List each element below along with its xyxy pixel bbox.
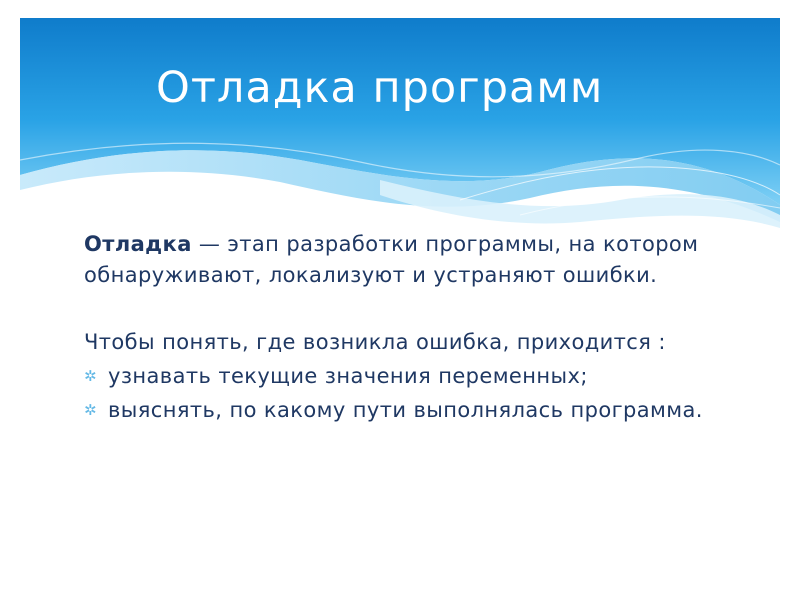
bullet-text: узнавать текущие значения переменных; — [108, 364, 588, 388]
definition-term: Отладка — [84, 232, 192, 256]
list-item — [84, 395, 744, 426]
bullet-list — [84, 361, 744, 426]
asterisk-bullet-icon: ✲ — [84, 367, 97, 385]
slide-title: Отладка программ — [156, 63, 604, 113]
intro-text: Чтобы понять, где возникла ошибка, приходится : — [84, 330, 666, 354]
asterisk-bullet-icon: ✲ — [84, 401, 97, 419]
definition-text: — этап разработки программы, на котором обнаруживают, локализуют и устраняют ошибки. — [84, 232, 699, 287]
bullet-text: выяснять, по какому пути выполнялась программа. — [108, 398, 703, 422]
slide-body — [84, 229, 744, 426]
definition-paragraph — [84, 229, 744, 291]
list-item — [84, 361, 744, 392]
